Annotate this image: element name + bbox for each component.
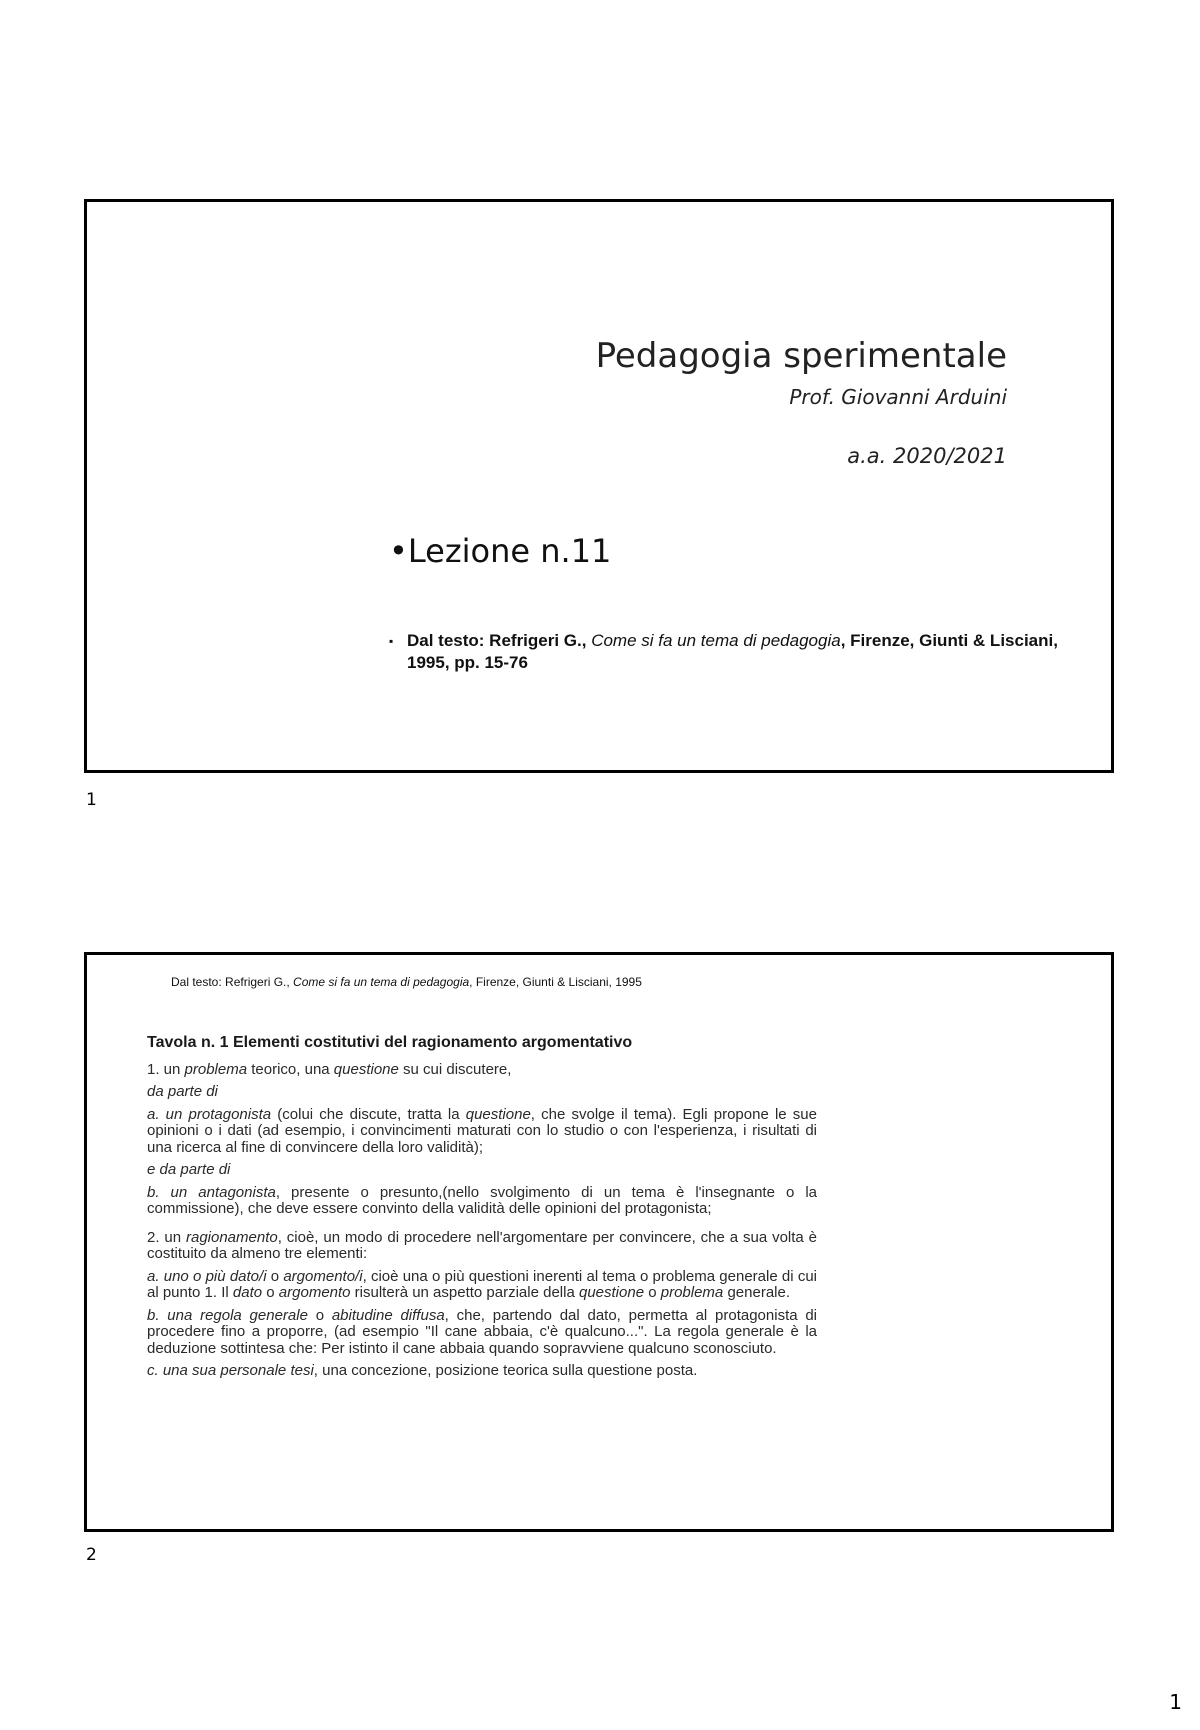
- point-1b: b. un antagonista, presente o presunto,(nello svolgimento di un tema è l'insegnante o la commissione), che deve essere convinto della validità delle opinioni del protagonista;: [147, 1183, 818, 1217]
- ref-title: Come si fa un tema di pedagogia: [591, 631, 841, 650]
- page-number: 1: [1169, 1690, 1182, 1714]
- table-title: Tavola n. 1 Elementi costitutivi del ragionamento argomentativo: [147, 1034, 633, 1051]
- reference-text: [389, 630, 1069, 674]
- professor-name: Prof. Giovanni Arduini: [789, 385, 1007, 409]
- ref-prefix: Dal testo: Refrigeri G.,: [407, 631, 592, 650]
- point-1-da-parte: da parte di: [147, 1083, 218, 1100]
- bullet-main: •: [389, 532, 408, 570]
- slide-2: [84, 952, 1114, 1532]
- header-title: Come si fa un tema di pedagogia: [293, 975, 470, 989]
- header-suffix: , Firenze, Giunti & Lisciani, 1995: [469, 975, 642, 989]
- point-1a: a. un protagonista (colui che discute, tratta la questione, che svolge il tema). Egli propone le sue opinioni o i dati (ad esempio, i convincimenti maturati con lo studio o con l'esperienza, i risultati di una ricerca al fine di convincere della loro validità);: [147, 1105, 817, 1156]
- scanned-table: [147, 1035, 817, 1386]
- point-2b: b. una regola generale o abitudine diffusa, che, partendo dal dato, permetta al protagonista di procedere fino a proporre, (ad esempio "Il cane abbaia, c'è qualcuno...". La regola generale è la deduzione sottintesa che: Per istinto il cane abbaia quando sopravviene qualcuno sconosciuto.: [147, 1306, 818, 1357]
- header-prefix: Dal testo: Refrigeri G.,: [171, 975, 294, 989]
- academic-year: a.a. 2020/2021: [847, 444, 1007, 468]
- course-title: Pedagogia sperimentale: [595, 336, 1007, 376]
- slide-header: [171, 975, 642, 989]
- lesson-label: Lezione n.11: [407, 532, 612, 570]
- ref-suffix: , Firenze, Giunti & Lisciani, 1995, pp. 15-76: [407, 631, 1058, 672]
- lesson-title: [389, 532, 611, 570]
- slide-number-1: 1: [86, 790, 97, 810]
- point-2: 2. un ragionamento, cioè, un modo di procedere nell'argomentare per convincere, che a sua volta è costituito da almeno tre elementi:: [147, 1228, 817, 1262]
- bullet-small: ▪: [389, 634, 394, 648]
- point-2a: a. uno o più dato/i o argomento/i, cioè una o più questioni inerenti al tema o problema generale di cui al punto 1. Il dato o argomento risulterà un aspetto parziale della questione o problema generale.: [147, 1267, 817, 1301]
- slide-1: [84, 199, 1114, 773]
- point-1: 1. un problema teorico, una questione su cui discutere,: [147, 1060, 512, 1078]
- point-1-e-da-parte: e da parte di: [147, 1161, 231, 1178]
- slide-number-2: 2: [86, 1545, 97, 1565]
- point-2c: c. una sua personale tesi, una concezione, posizione teorica sulla questione posta.: [147, 1362, 698, 1379]
